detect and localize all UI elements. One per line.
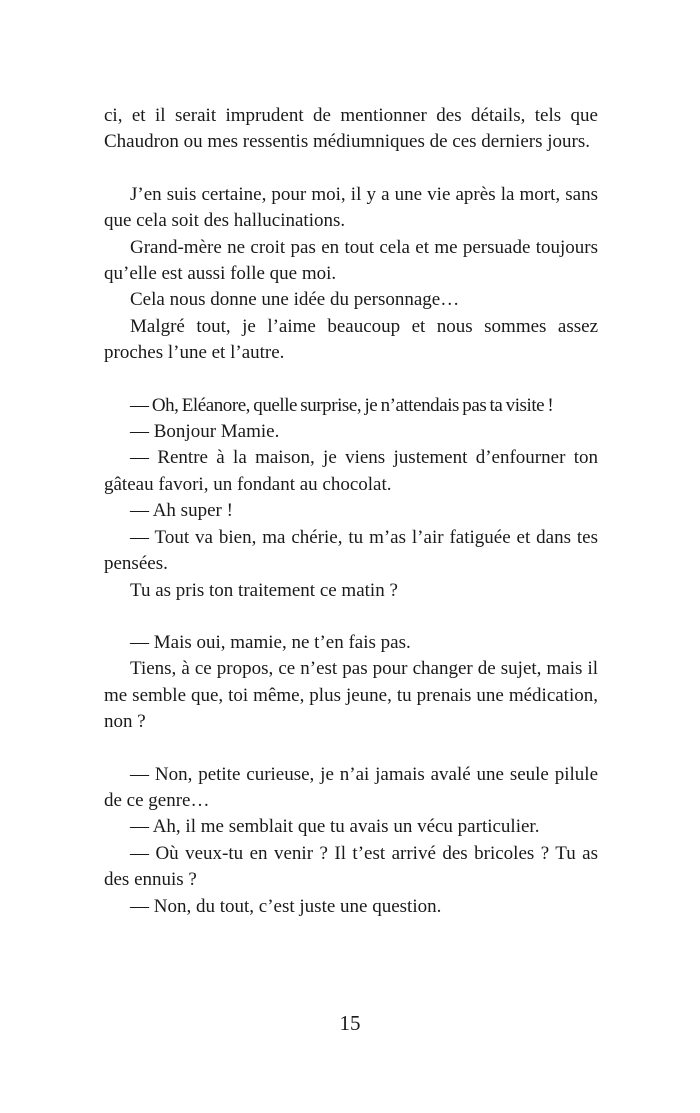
- paragraph-break: [104, 367, 598, 393]
- dialogue-line-6: Tu as pris ton traitement ce matin ?: [130, 579, 398, 601]
- paragraph-break: [104, 604, 598, 630]
- dialogue-line-2: — Bonjour Mamie.: [130, 421, 280, 443]
- dialogue-line-11: — Où veux-tu en venir ? Il t’est arrivé des bricoles ? Tu as des ennuis ?: [104, 842, 598, 891]
- page-number: 15: [339, 1011, 361, 1035]
- body-text: [104, 103, 598, 920]
- dialogue-line-3: — Rentre à la maison, je viens justement d’enfourner ton gâteau favori, un fondant au chocolat.: [104, 447, 598, 495]
- dialogue-line-7: — Mais oui, mamie, ne t’en fais pas.: [130, 631, 411, 653]
- dialogue-line-5: — Tout va bien, ma chérie, tu m’as l’air fatiguée et dans tes pensées.: [104, 526, 598, 575]
- paragraph-3: Grand-mère ne croit pas en tout cela et me persuade toujours qu’elle est aussi folle que moi.: [104, 236, 598, 285]
- dialogue-line-9: — Non, petite curieuse, je n’ai jamais avalé une seule pilule de ce genre…: [104, 763, 598, 811]
- paragraph-2: J’en suis certaine, pour moi, il y a une vie après la mort, sans que cela soit des hallucinations.: [104, 183, 598, 232]
- dialogue-line-4: — Ah super !: [130, 500, 233, 522]
- dialogue-line-12: — Non, du tout, c’est juste une question.: [130, 895, 442, 917]
- dialogue-line-1: — Oh, Eléanore, quelle surprise, je n’attendais pas ta visite !: [130, 394, 554, 416]
- paragraph-1: ci, et il serait imprudent de mentionner des détails, tels que Chaudron ou mes ressentis médiumniques de ces derniers jours.: [104, 105, 598, 153]
- paragraph-break: [104, 736, 598, 762]
- paragraph-4: Cela nous donne une idée du personnage…: [130, 289, 460, 311]
- dialogue-line-10: — Ah, il me semblait que tu avais un vécu particulier.: [130, 816, 540, 838]
- dialogue-line-8: Tiens, à ce propos, ce n’est pas pour changer de sujet, mais il me semble que, toi même, plus jeune, tu prenais une médication, non ?: [104, 658, 598, 733]
- paragraph-break: [104, 156, 598, 182]
- paragraph-5: Malgré tout, je l’aime beaucoup et nous sommes assez proches l’une et l’autre.: [104, 315, 598, 364]
